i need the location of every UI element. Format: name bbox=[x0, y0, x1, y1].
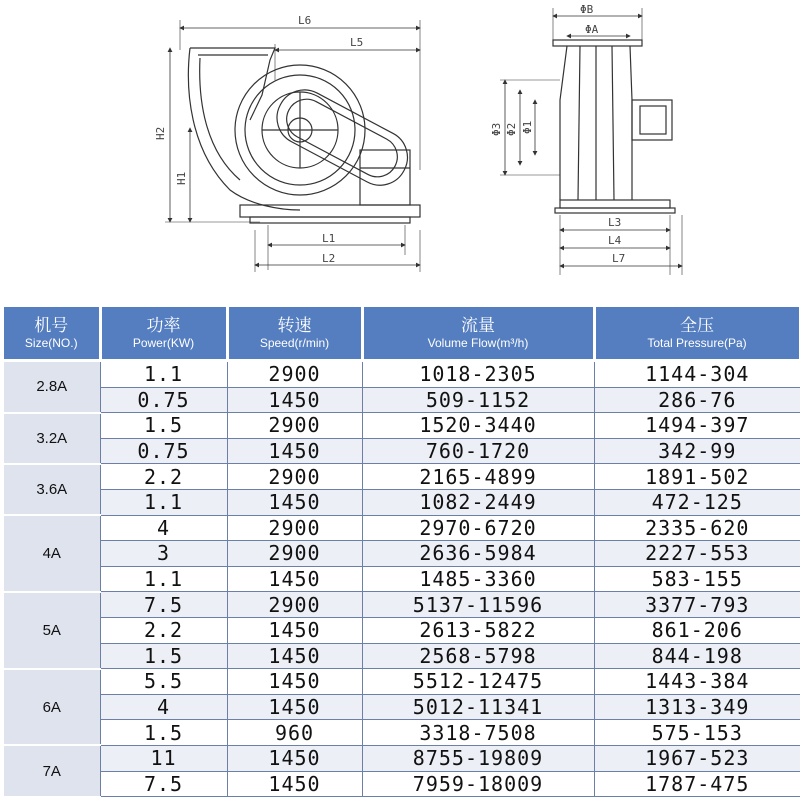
table-row bbox=[4, 566, 800, 592]
dim-label-phi3: Φ3 bbox=[490, 122, 503, 136]
spec-table bbox=[4, 307, 800, 798]
header-pressure-en: Total Pressure(Pa) bbox=[647, 335, 747, 350]
power-cell: 4 bbox=[100, 515, 227, 541]
power-cell: 3 bbox=[100, 541, 227, 567]
header-speed-en: Speed(r/min) bbox=[259, 335, 330, 350]
header-flow-en: Volume Flow(m³/h) bbox=[427, 335, 529, 350]
header-size-en: Size(NO.) bbox=[24, 335, 78, 350]
speed-cell: 1450 bbox=[227, 771, 362, 797]
dim-label-L2: L2 bbox=[322, 252, 336, 265]
table-row bbox=[4, 643, 800, 669]
dim-label-phiA: ΦA bbox=[585, 23, 599, 36]
flow-cell: 1485-3360 bbox=[362, 566, 594, 592]
header-pressure-zh: 全压 bbox=[680, 315, 714, 336]
power-cell: 0.75 bbox=[100, 387, 227, 413]
table-row bbox=[4, 438, 800, 464]
size-cell: 3.2A bbox=[4, 413, 100, 464]
dim-label-L6: L6 bbox=[298, 14, 312, 27]
power-cell: 5.5 bbox=[100, 669, 227, 695]
table-row bbox=[4, 592, 800, 618]
header-speed bbox=[227, 307, 362, 361]
pressure-cell: 472-125 bbox=[594, 489, 800, 515]
power-cell: 7.5 bbox=[100, 771, 227, 797]
speed-cell: 960 bbox=[227, 720, 362, 746]
size-cell: 4A bbox=[4, 515, 100, 592]
speed-cell: 1450 bbox=[227, 694, 362, 720]
size-cell: 2.8A bbox=[4, 361, 100, 413]
speed-cell: 1450 bbox=[227, 669, 362, 695]
table-row bbox=[4, 387, 800, 413]
pressure-cell: 1144-304 bbox=[594, 361, 800, 388]
pressure-cell: 583-155 bbox=[594, 566, 800, 592]
pressure-cell: 1494-397 bbox=[594, 413, 800, 439]
pressure-cell: 2335-620 bbox=[594, 515, 800, 541]
flow-cell: 1082-2449 bbox=[362, 489, 594, 515]
flow-cell: 5512-12475 bbox=[362, 669, 594, 695]
pressure-cell: 2227-553 bbox=[594, 541, 800, 567]
dim-label-phi1: Φ1 bbox=[521, 120, 534, 134]
header-size-zh: 机号 bbox=[34, 315, 69, 336]
flow-cell: 2970-6720 bbox=[362, 515, 594, 541]
flow-cell: 2165-4899 bbox=[362, 464, 594, 490]
front-view bbox=[165, 20, 420, 272]
side-view bbox=[500, 8, 682, 275]
speed-cell: 2900 bbox=[227, 361, 362, 388]
fan-drawing-svg bbox=[0, 0, 800, 300]
dim-label-phiB: ΦB bbox=[580, 3, 594, 16]
dim-label-H1: H1 bbox=[175, 171, 188, 185]
power-cell: 1.1 bbox=[100, 489, 227, 515]
pressure-cell: 1313-349 bbox=[594, 694, 800, 720]
flow-cell: 1520-3440 bbox=[362, 413, 594, 439]
speed-cell: 1450 bbox=[227, 643, 362, 669]
technical-drawings bbox=[0, 0, 800, 300]
table-row bbox=[4, 745, 800, 771]
pressure-cell: 1443-384 bbox=[594, 669, 800, 695]
header-flow bbox=[362, 307, 594, 361]
flow-cell: 7959-18009 bbox=[362, 771, 594, 797]
size-cell: 3.6A bbox=[4, 464, 100, 515]
header-power-en: Power(KW) bbox=[132, 335, 195, 350]
header-flow-zh: 流量 bbox=[461, 315, 495, 336]
flow-cell: 5012-11341 bbox=[362, 694, 594, 720]
dim-label-L3: L3 bbox=[608, 216, 622, 229]
dim-label-L7: L7 bbox=[612, 252, 626, 265]
pressure-cell: 844-198 bbox=[594, 643, 800, 669]
header-pressure bbox=[594, 307, 800, 361]
table-row bbox=[4, 669, 800, 695]
table-body bbox=[4, 361, 800, 797]
pressure-cell: 1891-502 bbox=[594, 464, 800, 490]
speed-cell: 1450 bbox=[227, 745, 362, 771]
dim-label-L1: L1 bbox=[322, 232, 336, 245]
speed-cell: 2900 bbox=[227, 515, 362, 541]
power-cell: 2.2 bbox=[100, 617, 227, 643]
header-size bbox=[4, 307, 100, 361]
power-cell: 0.75 bbox=[100, 438, 227, 464]
header-power-zh: 功率 bbox=[146, 315, 181, 336]
speed-cell: 2900 bbox=[227, 541, 362, 567]
flow-cell: 5137-11596 bbox=[362, 592, 594, 618]
flow-cell: 760-1720 bbox=[362, 438, 594, 464]
size-cell: 5A bbox=[4, 592, 100, 669]
power-cell: 2.2 bbox=[100, 464, 227, 490]
table-row bbox=[4, 413, 800, 439]
table-row bbox=[4, 617, 800, 643]
dim-label-H2: H2 bbox=[154, 126, 167, 140]
speed-cell: 2900 bbox=[227, 413, 362, 439]
flow-cell: 3318-7508 bbox=[362, 720, 594, 746]
flow-cell: 2568-5798 bbox=[362, 643, 594, 669]
power-cell: 4 bbox=[100, 694, 227, 720]
flow-cell: 509-1152 bbox=[362, 387, 594, 413]
pressure-cell: 342-99 bbox=[594, 438, 800, 464]
dim-label-L5: L5 bbox=[350, 36, 364, 49]
speed-cell: 2900 bbox=[227, 592, 362, 618]
pressure-cell: 1967-523 bbox=[594, 745, 800, 771]
table-row bbox=[4, 489, 800, 515]
pressure-cell: 3377-793 bbox=[594, 592, 800, 618]
dim-label-phi2: Φ2 bbox=[505, 122, 518, 136]
speed-cell: 1450 bbox=[227, 387, 362, 413]
table-row bbox=[4, 464, 800, 490]
table-row bbox=[4, 771, 800, 797]
size-cell: 6A bbox=[4, 669, 100, 746]
speed-cell: 1450 bbox=[227, 438, 362, 464]
speed-cell: 1450 bbox=[227, 489, 362, 515]
table-row bbox=[4, 541, 800, 567]
pressure-cell: 575-153 bbox=[594, 720, 800, 746]
power-cell: 1.1 bbox=[100, 566, 227, 592]
flow-cell: 1018-2305 bbox=[362, 361, 594, 388]
table-header-row bbox=[4, 307, 800, 361]
power-cell: 1.5 bbox=[100, 720, 227, 746]
speed-cell: 1450 bbox=[227, 617, 362, 643]
power-cell: 1.5 bbox=[100, 413, 227, 439]
flow-cell: 8755-19809 bbox=[362, 745, 594, 771]
header-speed-zh: 转速 bbox=[277, 315, 312, 336]
pressure-cell: 1787-475 bbox=[594, 771, 800, 797]
power-cell: 11 bbox=[100, 745, 227, 771]
header-power bbox=[100, 307, 227, 361]
pressure-cell: 286-76 bbox=[594, 387, 800, 413]
flow-cell: 2613-5822 bbox=[362, 617, 594, 643]
table-row bbox=[4, 515, 800, 541]
power-cell: 7.5 bbox=[100, 592, 227, 618]
power-cell: 1.5 bbox=[100, 643, 227, 669]
power-cell: 1.1 bbox=[100, 361, 227, 388]
size-cell: 7A bbox=[4, 745, 100, 796]
speed-cell: 1450 bbox=[227, 566, 362, 592]
table-row bbox=[4, 361, 800, 388]
table-row bbox=[4, 694, 800, 720]
speed-cell: 2900 bbox=[227, 464, 362, 490]
table-row bbox=[4, 720, 800, 746]
flow-cell: 2636-5984 bbox=[362, 541, 594, 567]
dim-label-L4: L4 bbox=[608, 234, 622, 247]
pressure-cell: 861-206 bbox=[594, 617, 800, 643]
